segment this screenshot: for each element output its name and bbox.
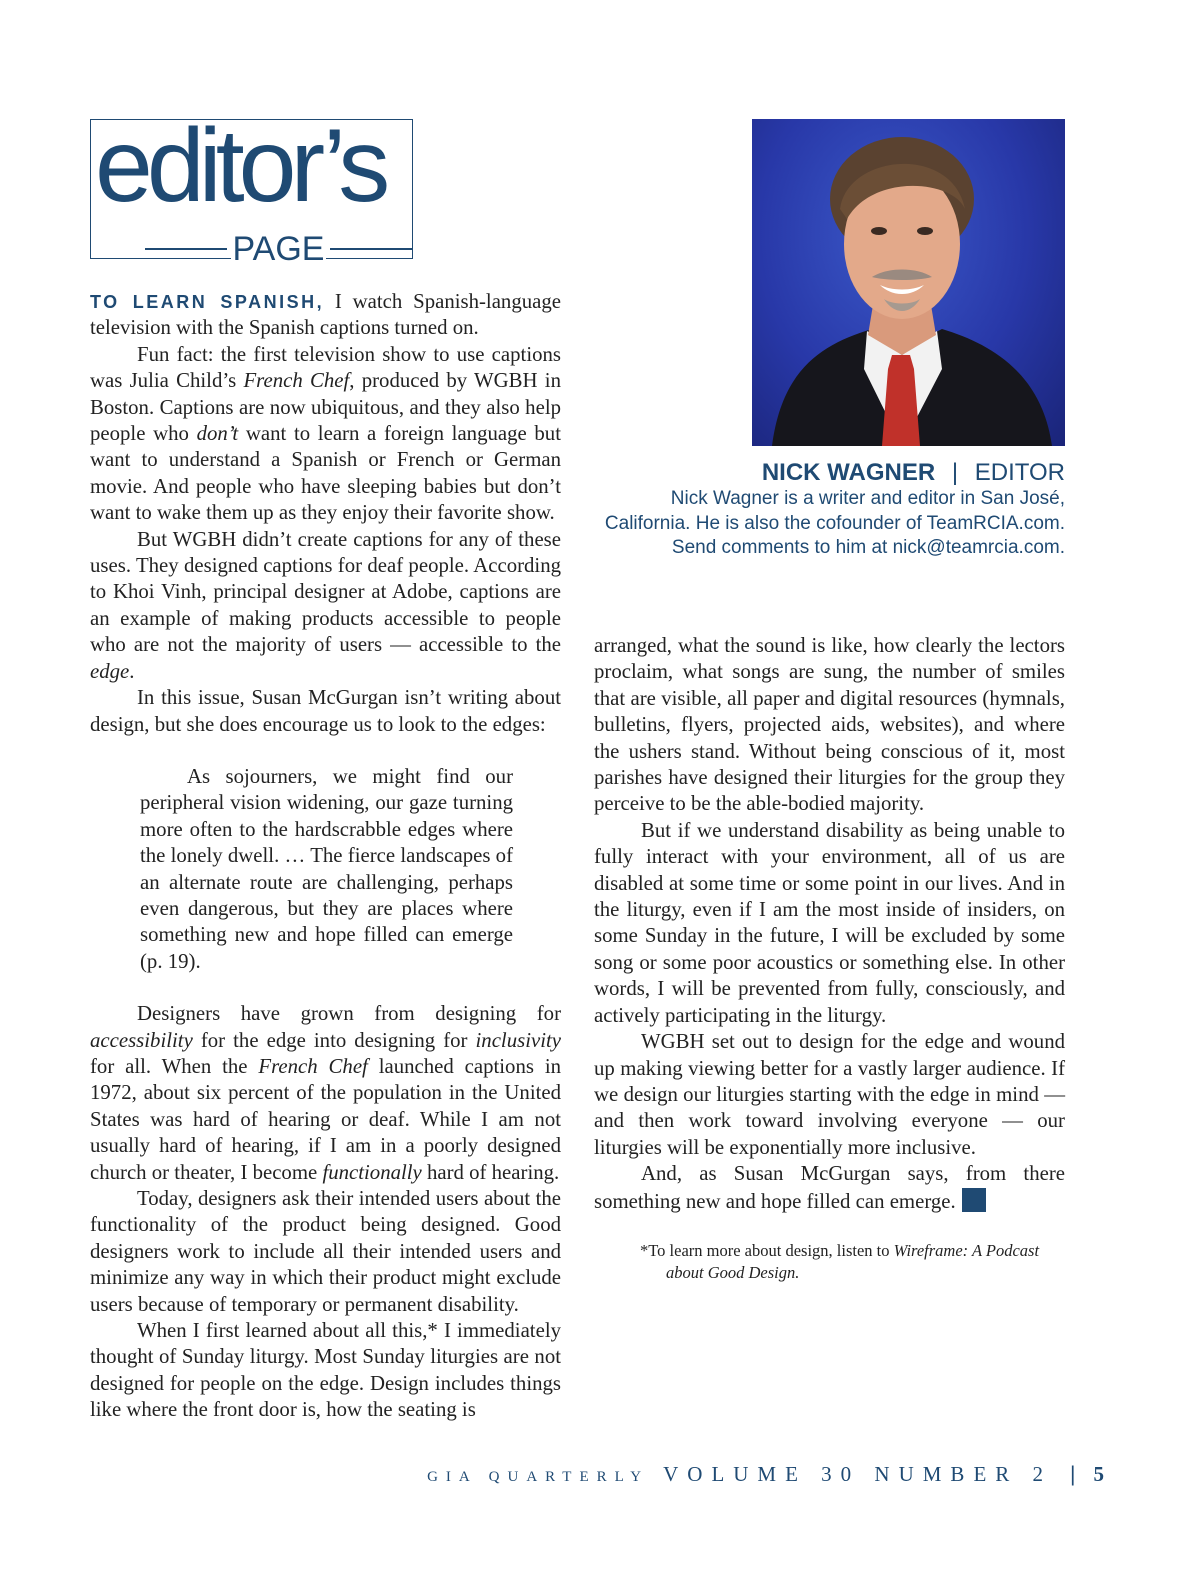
paragraph: Today, designers ask their intended users about the functionality of the product being designed. Good designers work to include all their intended users and minimize any way in which their product might exclude users because of temporary or permanent disability. — [90, 1187, 561, 1316]
masthead-subtitle — [91, 232, 412, 266]
author-photo — [752, 119, 1065, 446]
masthead-page-label: PAGE — [232, 230, 325, 268]
paragraph: But if we understand disability as being unable to fully interact with your environment, all of us are disabled at some time or some point in our lives. And in the liturgy, even if I am the most inside of insiders, on some Sunday in the future, I will be excluded by some song or some poor acoustics or something else. In other words, I will be prevented from fully, consciously, and actively participating in the liturgy. — [594, 818, 1065, 1027]
paragraph: arranged, what the sound is like, how clearly the lectors proclaim, what songs are sung, the number of smiles that are visible, all paper and digital resources (hymnals, bulletins, flyers, projected aids, websites), and where the ushers stand. Without being conscious of it, most parishes have designed their liturgies for the group they perceive to be the able-bodied majority. — [594, 634, 1065, 816]
author-bio: Nick Wagner is a writer and editor in San José, California. He is also the cofounder of TeamRCIA.com. Send comments to him at nick@teamrcia.com. — [604, 488, 1065, 558]
publication-name: GIA QUARTERLY — [427, 1469, 650, 1485]
article-column-left — [90, 289, 561, 1424]
byline-heading — [600, 458, 1065, 488]
paragraph: In this issue, Susan McGurgan isn’t writing about design, but she does encourage us to look to the edges: — [90, 686, 561, 736]
footnote: *To learn more about design, listen to Wireframe: A Podcast about Good Design. — [640, 1241, 1040, 1282]
page-footer — [0, 1462, 1104, 1487]
lead-in: TO LEARN SPANISH, — [90, 292, 325, 312]
block-quote: As sojourners, we might find our peripheral vision widening, our gaze turning more often to the hardscrabble edges where the lonely dwell. … The fierce landscapes of an alternate route are challenging, perhaps even dangerous, but they are places where something new and hope filled can emerge (p. 19). — [140, 764, 513, 973]
page-number: 5 — [1093, 1462, 1104, 1486]
footer-separator: | — [1070, 1463, 1076, 1486]
end-mark-icon — [962, 1188, 986, 1212]
issue-volume: VOLUME 30 NUMBER 2 — [663, 1462, 1053, 1486]
author-name: NICK WAGNER — [761, 459, 936, 486]
paragraph: When I first learned about all this,* I immediately thought of Sunday liturgy. Most Sunday liturgies are not designed for people on the edge. Design includes things like where the front door is, how the seating is — [90, 1319, 561, 1422]
article-column-right — [594, 633, 1065, 1215]
author-byline — [600, 458, 1065, 561]
author-role: EDITOR — [974, 459, 1065, 486]
paragraph: WGBH set out to design for the edge and wound up making viewing better for a vastly larger audience. If we design our liturgies starting with the edge in mind — and then work toward involving everyone — our liturgies will be exponentially more inclusive. — [594, 1030, 1065, 1159]
paragraph: And, as Susan McGurgan says, from there something new and hope filled can emerge. — [594, 1162, 1065, 1213]
byline-separator: | — [951, 459, 959, 486]
masthead — [90, 108, 413, 268]
paragraph: Designers have grown from designing for accessibility for the edge into designing for inclusivity for all. When the French Chef launched captions in 1972, about six percent of the population in the United States was hard of hearing or deaf. While I am not usually hard of hearing, if I am in a poorly designed church or theater, I become functionally hard of hearing. — [90, 1002, 561, 1184]
masthead-title: editor’s — [95, 108, 385, 224]
paragraph: TO LEARN SPANISH, I watch Spanish-language television with the Spanish captions turned on. — [90, 290, 561, 340]
paragraph: But WGBH didn’t create captions for any of these uses. They designed captions for deaf people. According to Khoi Vinh, principal designer at Adobe, captions are an example of making products accessible to people who are not the majority of users — accessible to the edge. — [90, 527, 561, 683]
paragraph: Fun fact: the first television show to use captions was Julia Child’s French Chef, produced by WGBH in Boston. Captions are now ubiquitous, and they also help people who don’t want to learn a foreign language but want to understand a Spanish or French or German movie. And people who have sleeping babies but don’t want to wake them up as they enjoy their favorite show. — [90, 342, 561, 525]
